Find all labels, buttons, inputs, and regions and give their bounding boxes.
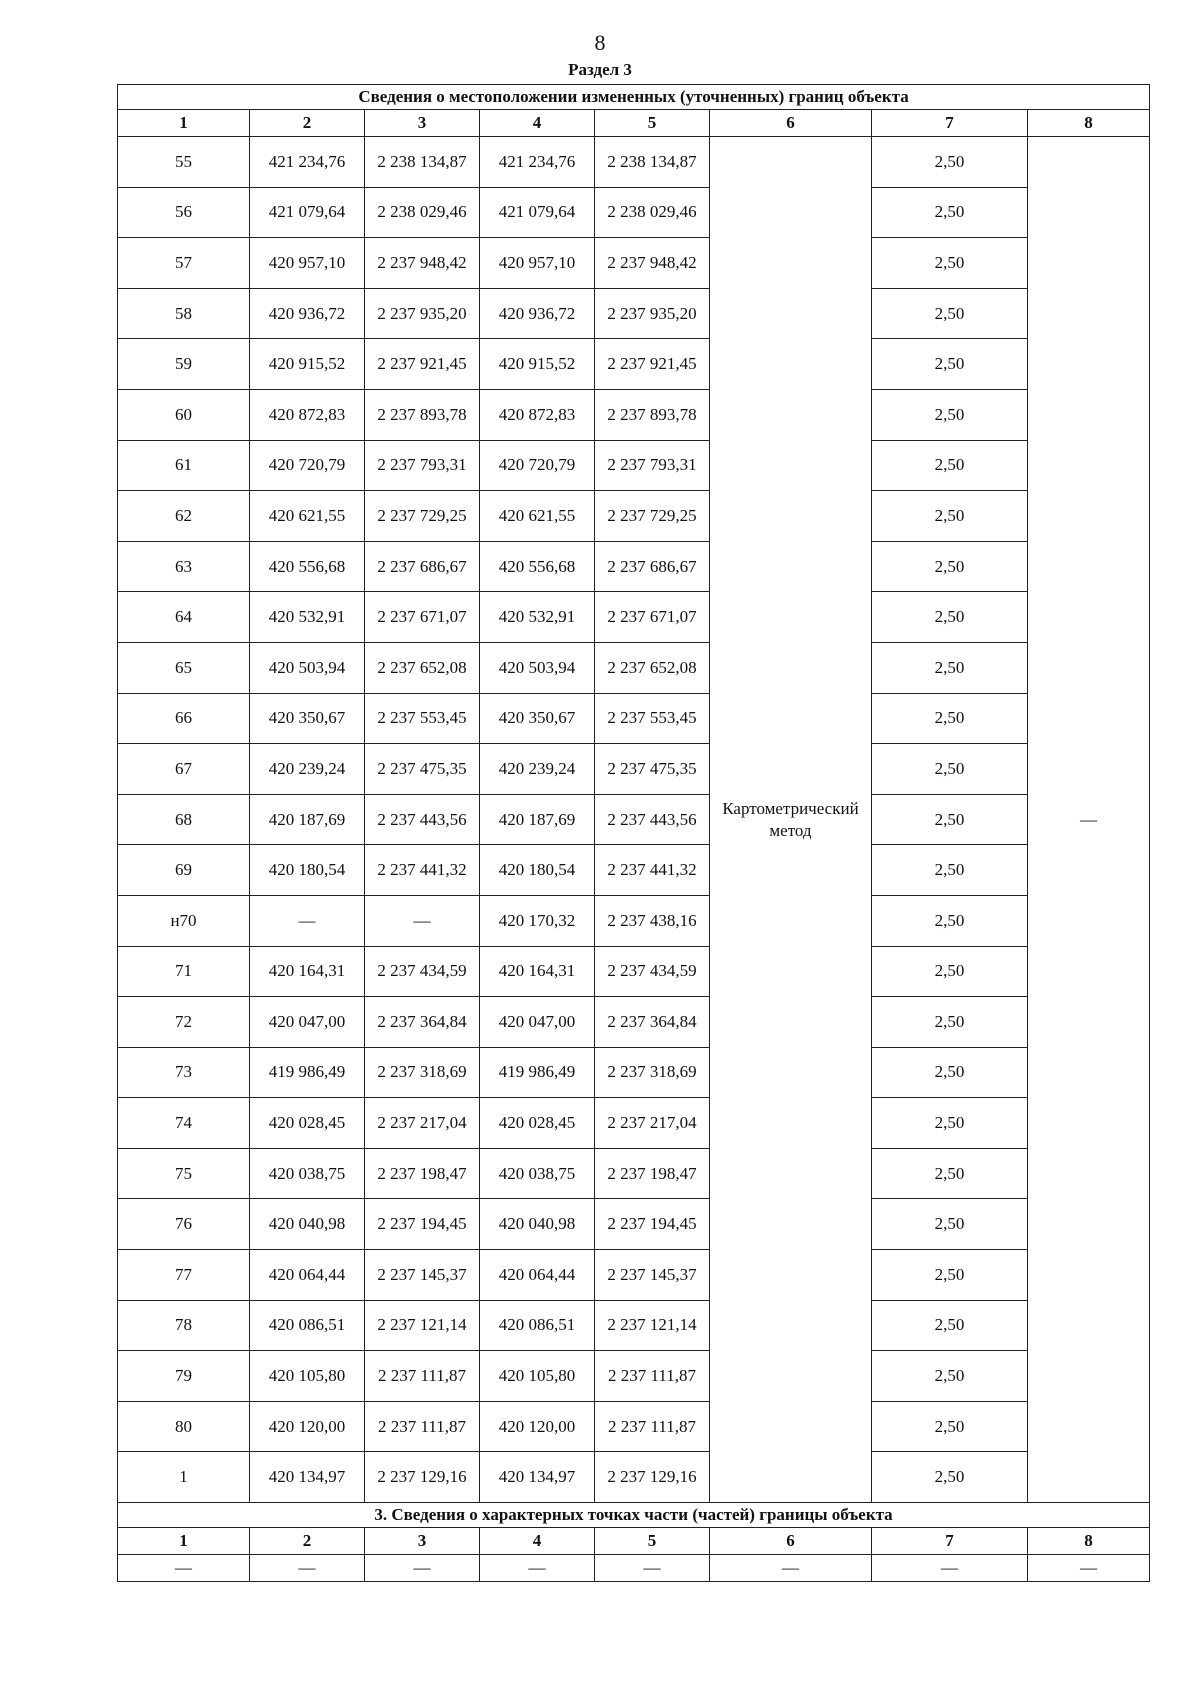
- accuracy-cell: 2,50: [872, 1401, 1028, 1452]
- column-number: 5: [595, 110, 710, 137]
- accuracy-cell: 2,50: [872, 592, 1028, 643]
- new-y-cell: 2 237 793,31: [595, 440, 710, 491]
- new-y-cell: 2 237 364,84: [595, 997, 710, 1048]
- existing-x-cell: 420 503,94: [250, 642, 365, 693]
- existing-y-cell: 2 238 029,46: [365, 187, 480, 238]
- table-row: [118, 389, 1150, 440]
- table-row: [118, 1250, 1150, 1301]
- column-number: 6: [710, 110, 872, 137]
- column-number: 2: [250, 1528, 365, 1555]
- existing-y-cell: 2 237 217,04: [365, 1098, 480, 1149]
- accuracy-cell: 2,50: [872, 137, 1028, 188]
- accuracy-cell: 2,50: [872, 997, 1028, 1048]
- table-row: [118, 1098, 1150, 1149]
- accuracy-cell: 2,50: [872, 744, 1028, 795]
- new-y-cell: 2 237 671,07: [595, 592, 710, 643]
- accuracy-cell: 2,50: [872, 187, 1028, 238]
- table-row: [118, 1300, 1150, 1351]
- new-y-cell: 2 237 441,32: [595, 845, 710, 896]
- new-x-cell: 420 872,83: [480, 389, 595, 440]
- part-section-title: 3. Сведения о характерных точках части (частей) границы объекта: [118, 1503, 1150, 1528]
- existing-y-cell: 2 237 111,87: [365, 1351, 480, 1402]
- point-number-cell: 61: [118, 440, 250, 491]
- point-number-cell: 69: [118, 845, 250, 896]
- new-x-cell: 420 064,44: [480, 1250, 595, 1301]
- existing-x-cell: 419 986,49: [250, 1047, 365, 1098]
- accuracy-cell: 2,50: [872, 946, 1028, 997]
- section-title: Раздел 3: [568, 60, 632, 79]
- table-row: [118, 895, 1150, 946]
- existing-y-cell: 2 238 134,87: [365, 137, 480, 188]
- existing-x-cell: 420 187,69: [250, 794, 365, 845]
- table-row: [118, 491, 1150, 542]
- table-row: [118, 1047, 1150, 1098]
- accuracy-cell: 2,50: [872, 845, 1028, 896]
- accuracy-cell: 2,50: [872, 895, 1028, 946]
- table-row: [118, 1401, 1150, 1452]
- new-y-cell: 2 237 475,35: [595, 744, 710, 795]
- existing-y-cell: 2 237 364,84: [365, 997, 480, 1048]
- existing-x-cell: 420 915,52: [250, 339, 365, 390]
- column-number: 3: [365, 1528, 480, 1555]
- new-x-cell: 420 915,52: [480, 339, 595, 390]
- point-number-cell: 77: [118, 1250, 250, 1301]
- part-cell: —: [710, 1555, 872, 1582]
- new-y-cell: 2 237 318,69: [595, 1047, 710, 1098]
- point-number-cell: 72: [118, 997, 250, 1048]
- new-x-cell: 420 621,55: [480, 491, 595, 542]
- point-number-cell: 80: [118, 1401, 250, 1452]
- existing-y-cell: 2 237 793,31: [365, 440, 480, 491]
- existing-y-cell: 2 237 921,45: [365, 339, 480, 390]
- page-number: 8: [594, 30, 606, 55]
- point-number-cell: 73: [118, 1047, 250, 1098]
- part-row: [118, 1555, 1150, 1582]
- new-x-cell: 420 134,97: [480, 1452, 595, 1503]
- point-number-cell: 78: [118, 1300, 250, 1351]
- table-title: Сведения о местоположении измененных (уточненных) границ объекта: [118, 85, 1150, 110]
- part-cell: —: [480, 1555, 595, 1582]
- existing-y-cell: 2 237 475,35: [365, 744, 480, 795]
- existing-x-cell: —: [250, 895, 365, 946]
- existing-y-cell: 2 237 729,25: [365, 491, 480, 542]
- new-y-cell: 2 237 652,08: [595, 642, 710, 693]
- new-x-cell: 420 040,98: [480, 1199, 595, 1250]
- accuracy-cell: 2,50: [872, 288, 1028, 339]
- new-y-cell: 2 237 111,87: [595, 1351, 710, 1402]
- existing-y-cell: 2 237 145,37: [365, 1250, 480, 1301]
- new-y-cell: 2 237 921,45: [595, 339, 710, 390]
- new-x-cell: 419 986,49: [480, 1047, 595, 1098]
- accuracy-cell: 2,50: [872, 389, 1028, 440]
- new-x-cell: 421 234,76: [480, 137, 595, 188]
- boundary-table: [117, 84, 1150, 1582]
- existing-y-cell: 2 237 121,14: [365, 1300, 480, 1351]
- table-row: [118, 1148, 1150, 1199]
- column-number: 5: [595, 1528, 710, 1555]
- existing-x-cell: 421 079,64: [250, 187, 365, 238]
- accuracy-cell: 2,50: [872, 1047, 1028, 1098]
- new-x-cell: 420 120,00: [480, 1401, 595, 1452]
- point-number-cell: 75: [118, 1148, 250, 1199]
- new-y-cell: 2 237 129,16: [595, 1452, 710, 1503]
- part-cell: —: [595, 1555, 710, 1582]
- point-number-cell: 79: [118, 1351, 250, 1402]
- existing-x-cell: 420 038,75: [250, 1148, 365, 1199]
- accuracy-cell: 2,50: [872, 541, 1028, 592]
- point-number-cell: 58: [118, 288, 250, 339]
- new-y-cell: 2 237 198,47: [595, 1148, 710, 1199]
- point-number-cell: н70: [118, 895, 250, 946]
- table-row: [118, 794, 1150, 845]
- existing-y-cell: 2 237 441,32: [365, 845, 480, 896]
- existing-y-cell: 2 237 671,07: [365, 592, 480, 643]
- part-cell: —: [1028, 1555, 1150, 1582]
- point-number-cell: 64: [118, 592, 250, 643]
- new-x-cell: 420 086,51: [480, 1300, 595, 1351]
- existing-x-cell: 420 957,10: [250, 238, 365, 289]
- new-x-cell: 420 532,91: [480, 592, 595, 643]
- existing-x-cell: 420 239,24: [250, 744, 365, 795]
- accuracy-cell: 2,50: [872, 1199, 1028, 1250]
- column-number: 1: [118, 110, 250, 137]
- new-y-cell: 2 237 438,16: [595, 895, 710, 946]
- table-row: [118, 541, 1150, 592]
- new-x-cell: 420 105,80: [480, 1351, 595, 1402]
- existing-x-cell: 420 028,45: [250, 1098, 365, 1149]
- point-number-cell: 1: [118, 1452, 250, 1503]
- new-x-cell: 420 180,54: [480, 845, 595, 896]
- new-x-cell: 420 239,24: [480, 744, 595, 795]
- new-y-cell: 2 237 553,45: [595, 693, 710, 744]
- existing-x-cell: 420 105,80: [250, 1351, 365, 1402]
- existing-x-cell: 420 086,51: [250, 1300, 365, 1351]
- existing-y-cell: 2 237 198,47: [365, 1148, 480, 1199]
- point-number-cell: 63: [118, 541, 250, 592]
- new-x-cell: 420 957,10: [480, 238, 595, 289]
- new-x-cell: 420 038,75: [480, 1148, 595, 1199]
- point-number-cell: 68: [118, 794, 250, 845]
- accuracy-cell: 2,50: [872, 794, 1028, 845]
- existing-x-cell: 420 064,44: [250, 1250, 365, 1301]
- column-number: 8: [1028, 1528, 1150, 1555]
- existing-x-cell: 420 134,97: [250, 1452, 365, 1503]
- new-x-cell: 420 350,67: [480, 693, 595, 744]
- existing-y-cell: 2 237 434,59: [365, 946, 480, 997]
- new-y-cell: 2 237 194,45: [595, 1199, 710, 1250]
- accuracy-cell: 2,50: [872, 1098, 1028, 1149]
- existing-y-cell: 2 237 129,16: [365, 1452, 480, 1503]
- existing-y-cell: 2 237 652,08: [365, 642, 480, 693]
- accuracy-cell: 2,50: [872, 1300, 1028, 1351]
- existing-y-cell: 2 237 948,42: [365, 238, 480, 289]
- new-x-cell: 420 028,45: [480, 1098, 595, 1149]
- existing-y-cell: 2 237 686,67: [365, 541, 480, 592]
- column-number: 7: [872, 110, 1028, 137]
- new-x-cell: 420 187,69: [480, 794, 595, 845]
- existing-x-cell: 420 720,79: [250, 440, 365, 491]
- existing-x-cell: 421 234,76: [250, 137, 365, 188]
- point-number-cell: 59: [118, 339, 250, 390]
- new-y-cell: 2 237 145,37: [595, 1250, 710, 1301]
- accuracy-cell: 2,50: [872, 238, 1028, 289]
- new-y-cell: 2 237 729,25: [595, 491, 710, 542]
- new-y-cell: 2 237 217,04: [595, 1098, 710, 1149]
- point-number-cell: 74: [118, 1098, 250, 1149]
- new-x-cell: 420 720,79: [480, 440, 595, 491]
- accuracy-cell: 2,50: [872, 642, 1028, 693]
- accuracy-cell: 2,50: [872, 1250, 1028, 1301]
- part-cell: —: [872, 1555, 1028, 1582]
- existing-x-cell: 420 621,55: [250, 491, 365, 542]
- method-cell: Картометрический метод: [710, 137, 872, 1503]
- table-row: [118, 288, 1150, 339]
- table-row: [118, 744, 1150, 795]
- column-number-row: [118, 110, 1150, 137]
- column-number: 8: [1028, 110, 1150, 137]
- new-y-cell: 2 238 029,46: [595, 187, 710, 238]
- part-column-number-row: [118, 1528, 1150, 1555]
- table-row: [118, 137, 1150, 188]
- existing-y-cell: —: [365, 895, 480, 946]
- new-x-cell: 420 503,94: [480, 642, 595, 693]
- accuracy-cell: 2,50: [872, 440, 1028, 491]
- part-cell: —: [250, 1555, 365, 1582]
- existing-x-cell: 420 040,98: [250, 1199, 365, 1250]
- accuracy-cell: 2,50: [872, 1351, 1028, 1402]
- column-number: 3: [365, 110, 480, 137]
- table-row: [118, 642, 1150, 693]
- table-row: [118, 1351, 1150, 1402]
- new-x-cell: 420 936,72: [480, 288, 595, 339]
- table-row: [118, 997, 1150, 1048]
- new-y-cell: 2 237 948,42: [595, 238, 710, 289]
- existing-x-cell: 420 556,68: [250, 541, 365, 592]
- new-x-cell: 420 047,00: [480, 997, 595, 1048]
- new-y-cell: 2 238 134,87: [595, 137, 710, 188]
- point-number-cell: 62: [118, 491, 250, 542]
- new-x-cell: 420 164,31: [480, 946, 595, 997]
- new-y-cell: 2 237 121,14: [595, 1300, 710, 1351]
- part-cell: —: [118, 1555, 250, 1582]
- table-row: [118, 592, 1150, 643]
- column-number: 1: [118, 1528, 250, 1555]
- point-number-cell: 66: [118, 693, 250, 744]
- existing-x-cell: 420 532,91: [250, 592, 365, 643]
- accuracy-cell: 2,50: [872, 693, 1028, 744]
- existing-x-cell: 420 936,72: [250, 288, 365, 339]
- table-row: [118, 1452, 1150, 1503]
- accuracy-cell: 2,50: [872, 1452, 1028, 1503]
- new-x-cell: 420 556,68: [480, 541, 595, 592]
- new-y-cell: 2 237 443,56: [595, 794, 710, 845]
- point-number-cell: 60: [118, 389, 250, 440]
- point-number-cell: 55: [118, 137, 250, 188]
- new-y-cell: 2 237 434,59: [595, 946, 710, 997]
- column-number: 6: [710, 1528, 872, 1555]
- accuracy-cell: 2,50: [872, 491, 1028, 542]
- existing-x-cell: 420 120,00: [250, 1401, 365, 1452]
- point-number-cell: 65: [118, 642, 250, 693]
- table-row: [118, 693, 1150, 744]
- table-row: [118, 339, 1150, 390]
- existing-y-cell: 2 237 935,20: [365, 288, 480, 339]
- existing-y-cell: 2 237 111,87: [365, 1401, 480, 1452]
- existing-x-cell: 420 164,31: [250, 946, 365, 997]
- column8-cell: —: [1028, 137, 1150, 1503]
- existing-x-cell: 420 047,00: [250, 997, 365, 1048]
- point-number-cell: 71: [118, 946, 250, 997]
- new-y-cell: 2 237 686,67: [595, 541, 710, 592]
- existing-y-cell: 2 237 318,69: [365, 1047, 480, 1098]
- column-number: 2: [250, 110, 365, 137]
- new-y-cell: 2 237 893,78: [595, 389, 710, 440]
- point-number-cell: 67: [118, 744, 250, 795]
- existing-y-cell: 2 237 553,45: [365, 693, 480, 744]
- existing-y-cell: 2 237 194,45: [365, 1199, 480, 1250]
- part-cell: —: [365, 1555, 480, 1582]
- column-number: 7: [872, 1528, 1028, 1555]
- new-x-cell: 421 079,64: [480, 187, 595, 238]
- existing-x-cell: 420 872,83: [250, 389, 365, 440]
- table-row: [118, 238, 1150, 289]
- existing-y-cell: 2 237 893,78: [365, 389, 480, 440]
- table-row: [118, 946, 1150, 997]
- new-y-cell: 2 237 111,87: [595, 1401, 710, 1452]
- accuracy-cell: 2,50: [872, 1148, 1028, 1199]
- table-title-row: [118, 85, 1150, 110]
- new-y-cell: 2 237 935,20: [595, 288, 710, 339]
- accuracy-cell: 2,50: [872, 339, 1028, 390]
- table-row: [118, 187, 1150, 238]
- table-row: [118, 845, 1150, 896]
- existing-x-cell: 420 350,67: [250, 693, 365, 744]
- part-section-title-row: [118, 1503, 1150, 1528]
- existing-x-cell: 420 180,54: [250, 845, 365, 896]
- column-number: 4: [480, 1528, 595, 1555]
- point-number-cell: 57: [118, 238, 250, 289]
- column-number: 4: [480, 110, 595, 137]
- table-row: [118, 1199, 1150, 1250]
- existing-y-cell: 2 237 443,56: [365, 794, 480, 845]
- table-row: [118, 440, 1150, 491]
- point-number-cell: 56: [118, 187, 250, 238]
- new-x-cell: 420 170,32: [480, 895, 595, 946]
- point-number-cell: 76: [118, 1199, 250, 1250]
